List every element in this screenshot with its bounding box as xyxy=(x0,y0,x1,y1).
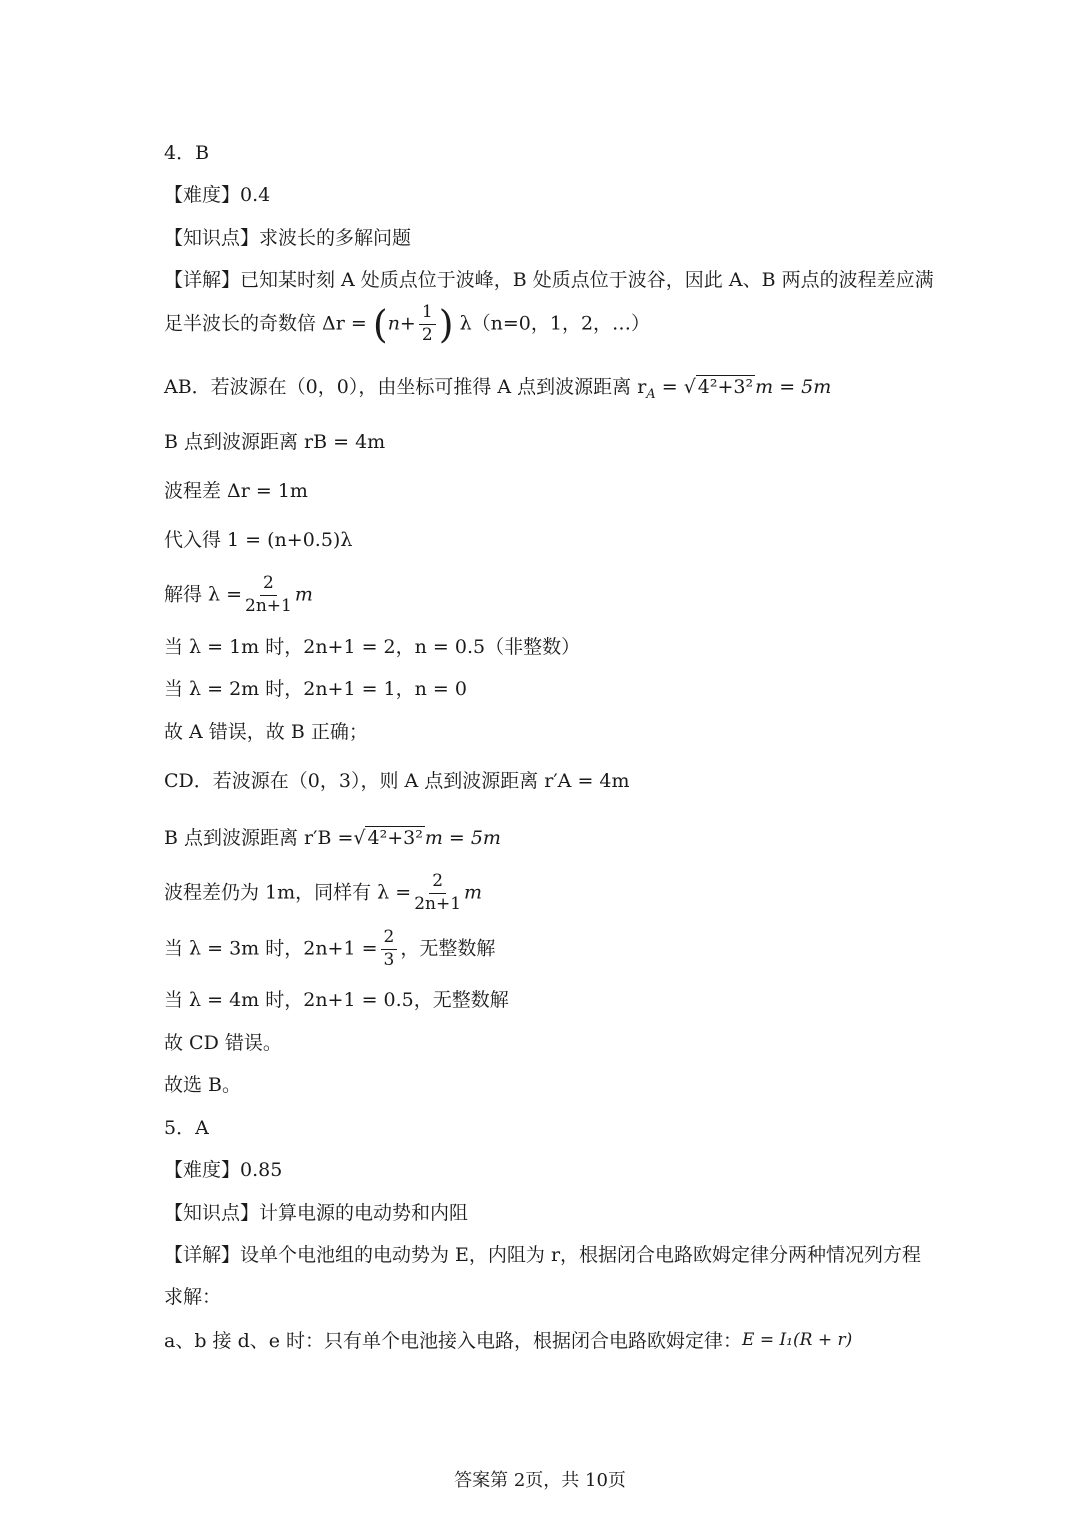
fraction-denominator: 2n+1 xyxy=(245,595,292,616)
cd-line-4-post: ，无整数解 xyxy=(400,937,496,960)
page-footer: 答案第 2页，共 10页 xyxy=(454,1470,626,1491)
q4-ab-line-6: 当 λ = 1m 时，2n+1 = 2，n = 0.5（非整数） xyxy=(164,636,581,658)
q4-detail-line-2 xyxy=(164,304,650,345)
left-paren: ( xyxy=(372,302,388,347)
fraction-denominator: 2 xyxy=(421,324,433,345)
cd-line-3-unit: m xyxy=(464,881,483,904)
q4-ab-line-7: 当 λ = 2m 时，2n+1 = 1，n = 0 xyxy=(164,678,467,700)
fraction-numerator: 2 xyxy=(429,873,446,894)
ab-line-1-subscript: A xyxy=(646,386,656,402)
q4-ab-line-4: 代入得 1 = (n+0.5)λ xyxy=(164,529,353,551)
q4-cd-line-6: 故 CD 错误。 xyxy=(164,1032,282,1054)
ab-line-5-unit: m xyxy=(294,583,313,606)
cd-line-4-text: 当 λ = 3m 时，2n+1 = xyxy=(164,937,378,960)
q4-cd-line-4 xyxy=(164,929,495,970)
q4-cd-line-2 xyxy=(164,829,501,848)
cd-line-2-result: m = 5m xyxy=(424,827,501,849)
q4-detail-2-n: n+ xyxy=(387,312,416,335)
q5-detail-line-1: 【详解】设单个电池组的电动势为 E，内阻为 r，根据闭合电路欧姆定律分两种情况列方程 xyxy=(164,1244,922,1266)
q4-ab-line-5 xyxy=(164,575,313,616)
sqrt-sign-icon: √ xyxy=(683,376,696,398)
q4-detail-2-text: 足半波长的奇数倍 Δr = xyxy=(164,312,367,335)
ab-line-5-text: 解得 λ = xyxy=(164,583,243,606)
fraction-numerator: 2 xyxy=(381,929,398,950)
q4-ab-line-1 xyxy=(164,378,831,401)
q4-ab-line-3: 波程差 Δr = 1m xyxy=(164,480,308,502)
two-thirds-fraction xyxy=(381,929,398,970)
q4-difficulty: 【难度】0.4 xyxy=(164,184,271,206)
ab-line-1-equals: = xyxy=(655,376,684,398)
q4-knowledge: 【知识点】求波长的多解问题 xyxy=(164,227,412,249)
fraction-denominator: 3 xyxy=(383,949,395,970)
q5-detail-line-2: 求解： xyxy=(164,1286,222,1308)
q4-detail-line-1: 【详解】已知某时刻 A 处质点位于波峰，B 处质点位于波谷，因此 A、B 两点的波程差应满 xyxy=(164,269,934,291)
q5-knowledge: 【知识点】计算电源的电动势和内阻 xyxy=(164,1202,469,1224)
lambda-fraction xyxy=(414,873,461,914)
q4-cd-line-5: 当 λ = 4m 时，2n+1 = 0.5，无整数解 xyxy=(164,989,509,1011)
q4-heading: 4．B xyxy=(164,142,210,164)
lambda-fraction xyxy=(245,575,292,616)
q4-ab-line-8: 故 A 错误，故 B 正确； xyxy=(164,721,368,743)
q4-cd-line-1: CD．若波源在（0，3），则 A 点到波源距离 r′A = 4m xyxy=(164,770,630,792)
cd-line-2-radicand: 4²+3² xyxy=(367,827,423,849)
right-paren: ) xyxy=(438,302,454,347)
q5-difficulty: 【难度】0.85 xyxy=(164,1159,283,1181)
ab-line-1-text: AB．若波源在（0，0），由坐标可推得 A 点到波源距离 r xyxy=(164,376,647,398)
sqrt-sign-icon: √ xyxy=(353,827,366,849)
q4-conclusion: 故选 B。 xyxy=(164,1074,242,1096)
q5-detail-line-3: a、b 接 d、e 时：只有单个电池接入电路，根据闭合电路欧姆定律： xyxy=(164,1330,743,1352)
fraction-numerator: 2 xyxy=(260,575,277,596)
cd-line-3-text: 波程差仍为 1m，同样有 λ = xyxy=(164,881,412,904)
fraction-numerator: 1 xyxy=(419,304,436,325)
q4-ab-line-2: B 点到波源距离 rB = 4m xyxy=(164,431,386,453)
fraction-denominator: 2n+1 xyxy=(414,893,462,914)
cd-line-2-text: B 点到波源距离 r′B = xyxy=(164,827,354,849)
q5-formula: E = I₁(R + r) xyxy=(742,1330,853,1350)
q5-heading: 5．A xyxy=(164,1117,209,1139)
q4-cd-line-3 xyxy=(164,873,482,914)
ab-line-1-result: m = 5m xyxy=(755,376,832,398)
half-fraction xyxy=(419,304,436,345)
ab-line-1-radicand: 4²+3² xyxy=(697,376,754,398)
q4-detail-2-post: λ（n=0，1，2，…） xyxy=(459,312,651,335)
